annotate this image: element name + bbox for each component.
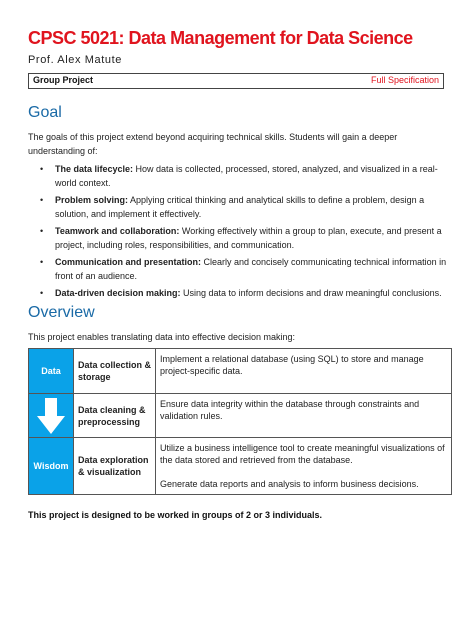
- list-item-term: The data lifecycle:: [55, 164, 134, 174]
- stage-cell: Data cleaning & preprocessing: [74, 394, 156, 438]
- banner-label: Group Project: [33, 75, 94, 85]
- list-item: [28, 193, 448, 221]
- arrow-down-icon: [36, 397, 66, 435]
- list-item-text: Working effectively within a group to plan, execute, and present a project, including roles, responsibilities, and communication.: [55, 226, 442, 250]
- goal-list: [28, 162, 448, 303]
- goal-intro: The goals of this project extend beyond acquiring technical skills. Students will gain a deeper understanding of:: [28, 132, 398, 156]
- overview-heading: Overview: [28, 304, 95, 321]
- overview-table: [28, 348, 452, 495]
- description-cell: Ensure data integrity within the database through constraints and validation rules.: [156, 394, 452, 438]
- goal-heading: Goal: [28, 104, 62, 121]
- list-item-text: Clearly and concisely communicating technical information in front of an audience.: [55, 257, 447, 281]
- list-item-term: Communication and presentation:: [55, 257, 202, 267]
- stage-cell: Data exploration & visualization: [74, 438, 156, 495]
- table-row: [29, 438, 452, 495]
- full-specification-link[interactable]: Full Specification: [370, 75, 439, 85]
- list-item: [28, 255, 448, 283]
- bullet-icon: •: [40, 288, 44, 298]
- overview-intro: This project enables translating data into effective decision making:: [28, 332, 295, 342]
- description-text: Utilize a business intelligence tool to create meaningful visualizations of the data stored and retrieved from the database.: [160, 443, 445, 465]
- arrow-cell: [29, 394, 74, 438]
- bullet-icon: •: [40, 164, 44, 174]
- header-banner: [28, 73, 444, 89]
- list-item-text: Applying critical thinking and analytical skills to define a problem, design a solution, and implement it effectively.: [55, 195, 425, 219]
- table-row: [29, 349, 452, 394]
- list-item-term: Problem solving:: [55, 195, 129, 205]
- document-title: CPSC 5021: Data Management for Data Science: [28, 28, 413, 48]
- list-item-text: How data is collected, processed, stored, analyzed, and visualized in a real-world context.: [55, 164, 438, 188]
- description-cell: Implement a relational database (using SQL) to store and manage project-specific data.: [156, 349, 452, 394]
- description-text: Generate data reports and analysis to inform business decisions.: [160, 479, 419, 489]
- bullet-icon: •: [40, 195, 44, 205]
- bullet-icon: •: [40, 226, 44, 236]
- list-item-term: Teamwork and collaboration:: [55, 226, 180, 236]
- side-label-data: Data: [29, 349, 74, 394]
- list-item-term: Data-driven decision making:: [55, 288, 181, 298]
- list-item: [28, 224, 448, 252]
- table-row: [29, 394, 452, 438]
- description-cell: [156, 438, 452, 495]
- instructor-name: Prof. Alex Matute: [28, 54, 122, 66]
- group-size-note: This project is designed to be worked in groups of 2 or 3 individuals.: [28, 510, 323, 520]
- side-label-wisdom: Wisdom: [29, 438, 74, 495]
- bullet-icon: •: [40, 257, 44, 267]
- stage-cell: Data collection & storage: [74, 349, 156, 394]
- list-item: [28, 286, 448, 300]
- list-item-text: Using data to inform decisions and draw meaningful conclusions.: [180, 288, 442, 298]
- list-item: [28, 162, 448, 190]
